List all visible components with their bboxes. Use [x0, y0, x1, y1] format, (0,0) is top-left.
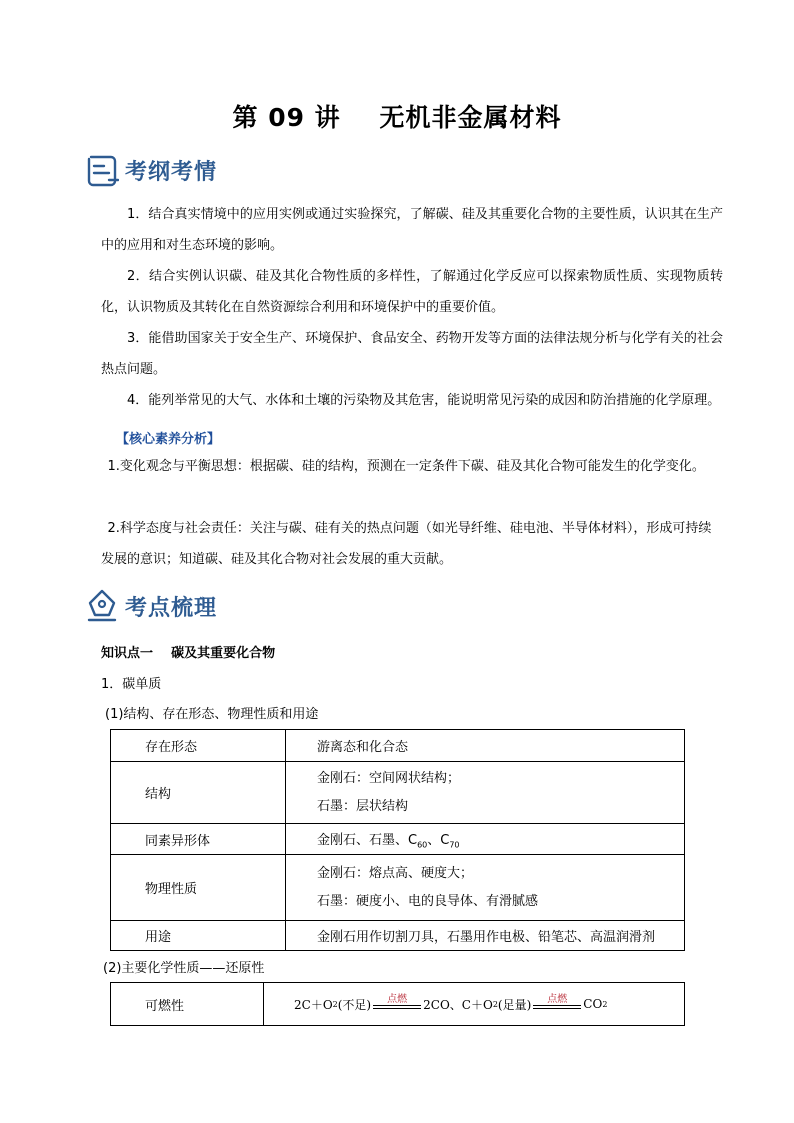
section-title: 考纲考情	[125, 159, 218, 185]
table-value	[286, 824, 685, 855]
table-key: 可燃性	[111, 983, 264, 1026]
combustion-equation	[294, 993, 607, 1015]
table-value-line: 石墨：硬度小、电的良导体、有滑腻感	[317, 893, 539, 909]
core-literacy-heading: 【核心素养分析】	[116, 432, 221, 447]
reaction-condition: 点燃	[547, 994, 568, 1005]
table-key: 用途	[111, 921, 286, 951]
section-header-key-points	[85, 586, 217, 626]
core-paragraph-1: 1.变化观念与平衡思想：根据碳、硅的结构，预测在一定条件下碳、硅及其化合物可能发生的化学变化。	[107, 459, 705, 474]
equation-part: 2C＋O	[294, 997, 333, 1012]
pen-nib-icon	[85, 589, 119, 623]
equation-part: (足量)	[497, 997, 532, 1012]
outline-paragraph-1: 1．结合真实情境中的应用实例或通过实验探究，了解碳、硅及其重要化合物的主要性质，认识其在生产中的应用和对生态环境的影响。	[101, 207, 723, 253]
table-key: 结构	[111, 762, 286, 824]
carbon-properties-table	[110, 729, 685, 951]
subscript: 70	[449, 840, 460, 850]
allotropes-text: 金刚石、石墨、C	[317, 832, 418, 848]
table-row	[111, 762, 685, 824]
outline-paragraph-2: 2．结合实例认识碳、硅及其化合物性质的多样性，了解通过化学反应可以探索物质性质、实现物质转化，认识物质及其转化在自然资源综合利用和环境保护中的重要价值。	[101, 269, 723, 315]
table-value	[286, 762, 685, 824]
table-row	[111, 855, 685, 921]
subscript: 2	[602, 999, 608, 1009]
table-key: 存在形态	[111, 730, 286, 762]
reaction-arrow	[373, 993, 421, 1015]
core-paragraph-2: 2.科学态度与社会责任：关注与碳、硅有关的热点问题（如光导纤维、硅电池、半导体材料），形成可持续发展的意识；知道碳、硅及其化合物对社会发展的重大贡献。	[101, 521, 712, 567]
table-value-line: 石墨：层状结构	[317, 798, 409, 814]
item-heading: 1．碳单质	[101, 677, 162, 692]
outline-paragraph-3: 3．能借助国家关于安全生产、环境保护、食品安全、药物开发等方面的法律法规分析与化学有关的社会热点问题。	[101, 331, 723, 377]
sub-heading: (2)主要化学性质——还原性	[103, 961, 265, 976]
table-value	[286, 855, 685, 921]
table-value-line: 金刚石：熔点高、硬度大；	[317, 865, 474, 881]
equation-part: 2CO、C＋O	[423, 997, 493, 1012]
table-key: 物理性质	[111, 855, 286, 921]
equation-part: CO	[583, 997, 603, 1011]
subscript: 2	[332, 999, 338, 1009]
sub-heading: (1)结构、存在形态、物理性质和用途	[105, 707, 319, 722]
reaction-arrow	[533, 993, 581, 1015]
table-row	[111, 983, 685, 1026]
knowledge-point-heading: 知识点一 碳及其重要化合物	[101, 646, 276, 661]
table-value-line: 金刚石：空间网状结构；	[317, 770, 461, 786]
table-key: 同素异形体	[111, 824, 286, 855]
subscript: 60	[417, 840, 428, 850]
section-title: 考点梳理	[125, 595, 218, 621]
table-row	[111, 730, 685, 762]
page-title: 第 09 讲 无机非金属材料	[232, 103, 562, 132]
table-row	[111, 824, 685, 855]
table-row	[111, 921, 685, 951]
table-value	[264, 983, 685, 1026]
separator-text: 、C	[427, 832, 450, 848]
chemical-properties-table	[110, 982, 685, 1026]
list-doc-icon	[85, 153, 119, 187]
equation-part: (不足)	[337, 997, 372, 1012]
subscript: 2	[492, 999, 498, 1009]
table-value: 游离态和化合态	[286, 730, 685, 762]
section-header-exam-outline	[85, 150, 217, 190]
outline-paragraph-4: 4．能列举常见的大气、水体和土壤的污染物及其危害，能说明常见污染的成因和防治措施的化学原理。	[127, 393, 721, 408]
table-value: 金刚石用作切割刀具，石墨用作电极、铅笔芯、高温润滑剂	[286, 921, 685, 951]
reaction-condition: 点燃	[387, 994, 408, 1005]
